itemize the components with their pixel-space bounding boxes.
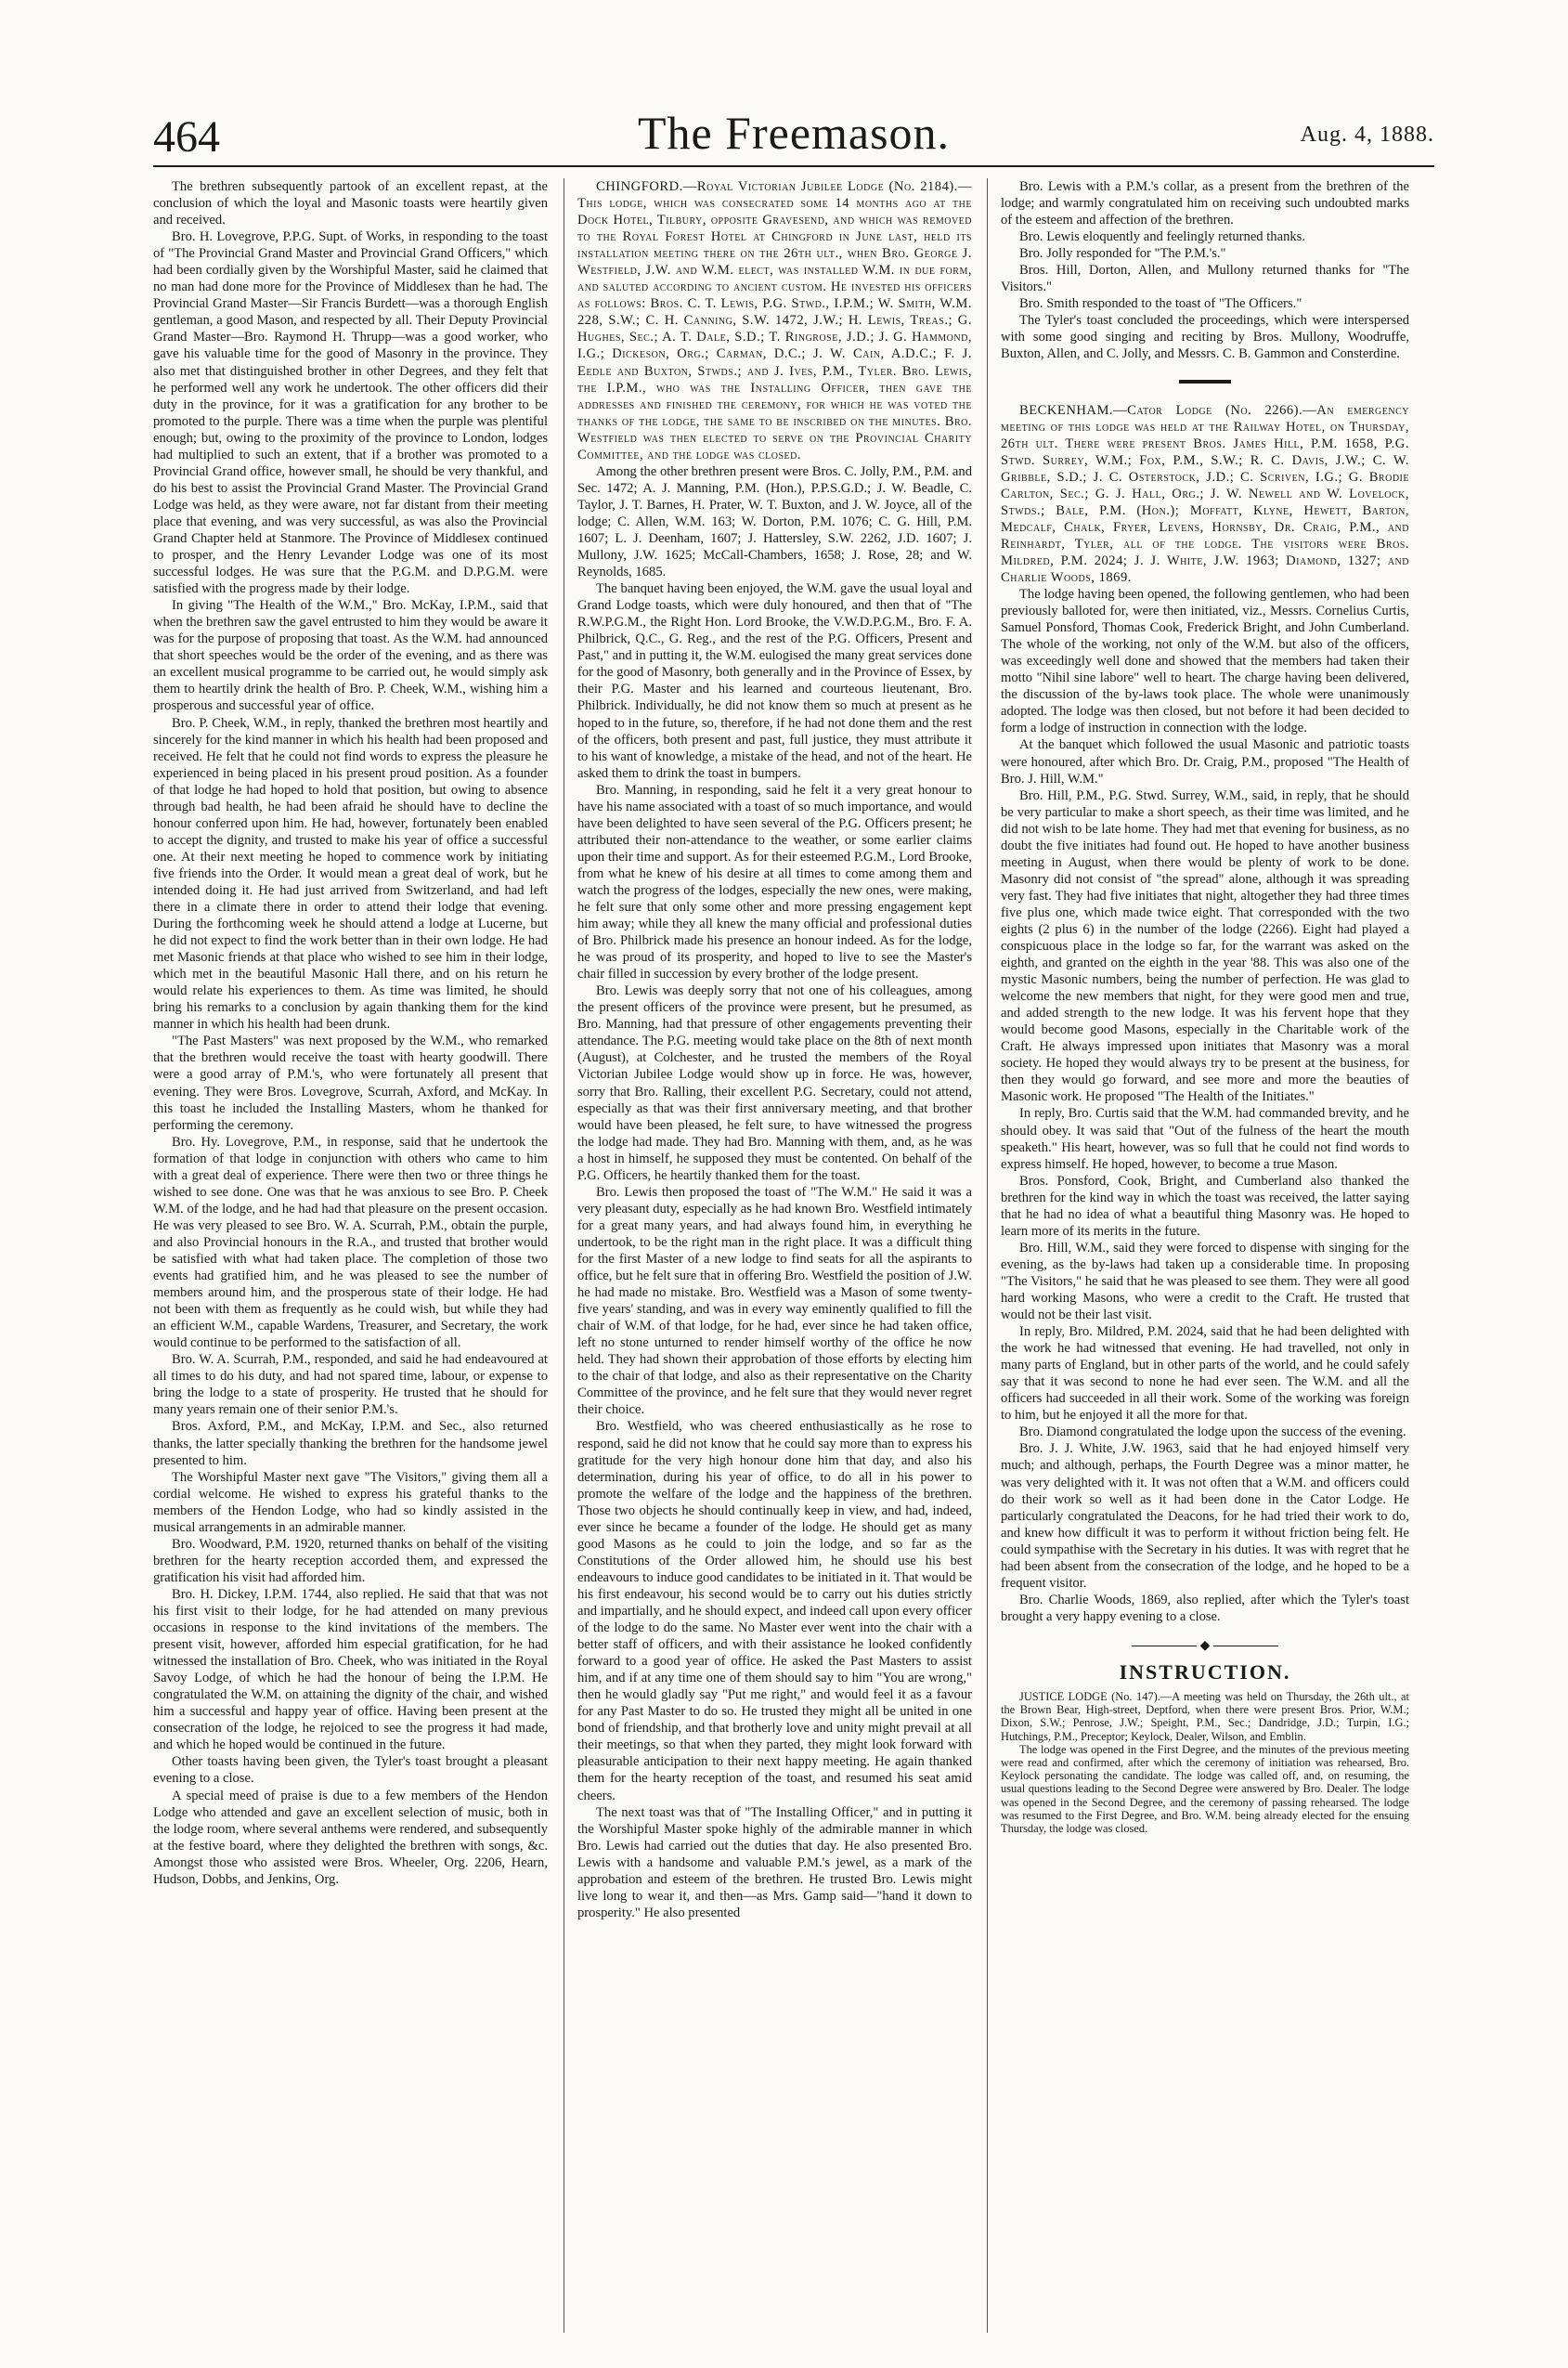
paragraph: Bro. Charlie Woods, 1869, also replied, after which the Tyler's toast brought a very happy evening to a close. [1001, 1592, 1409, 1624]
column-divider [987, 178, 988, 2333]
paragraph: Bro. Westfield, who was cheered enthusiastically as he rose to respond, said he did not know that he could say more than to express his gratitude for the very high honour done him that day, and also his determination, during his year of office, to do all in his power to promote the welfare of the lodge and the happiness of the brethren. Those two objects he should continually keep in view, and had, indeed, ever since he became a founder of the lodge. He should get as many good Masons as he could to join the lodge, and so far as the Constitutions of the Order allowed him, he should use his best endeavours to induce good candidates to be initiated in it. That would be his first endeavour, his second would be to carry out his duties strictly and impartially, and he should expect, and indeed call upon every officer of the lodge to do the same. No Master ever went into the chair with a better staff of officers, and with their assistance he looked confidently forward to a good year of office. He asked the Past Masters to assist him, and if at any time one of them should say to him "You are wrong," then he would gladly say "Put me right," and would feel it as a favour for any Past Master to do so. He trusted they might all be united in one bond of friendship, and that brotherly love and unity might prevail at all their meetings, so that when they parted, they might look forward with pleasurable anticipation to their next happy meeting. He again thanked them for the hearty reception of the toast, and resumed his seat amid cheers. [577, 1419, 972, 1803]
report-justice-lodge: JUSTICE LODGE (No. 147).—A meeting was held on Thursday, the 26th ult., at the Brown Bear, High-street, Deptford, when there were present Bros. Prior, W.M.; Dixon, S.W.; Penrose, J.W.; Speight, P.M., Sec.; Dandridge, J.D.; Turpin, I.G.; Hutchings, P.M., Preceptor; Keylock, Dealer, Wilson, and Emblin. [1001, 1690, 1409, 1743]
column-3 [1001, 178, 1409, 1835]
paragraph: Bro. H. Dickey, I.P.M. 1744, also replied. He said that that was not his first visit to their lodge, for he had attended on many previous occasions in response to the kind invitations of the members. The present visit, however, afforded him especial gratification, for he had witnessed the installation of Bro. Cheek, who was initiated in the Royal Savoy Lodge, of which he had the honour of being the I.P.M. He congratulated the W.M. on attaining the dignity of the chair, and wished him a successful and happy year of office. Having been present at the consecration of the lodge, he rejoiced to see the progress it had made, and which he hoped would be continued in the future. [153, 1586, 548, 1753]
paragraph: Bro. Smith responded to the toast of "The Officers." [1019, 296, 1302, 312]
issue-date: Aug. 4, 1888. [1300, 123, 1434, 147]
paragraph: The brethren subsequently partook of an excellent repast, at the conclusion of which the loyal and Masonic toasts were heartily given and received. [153, 179, 548, 228]
paragraph: The banquet having been enjoyed, the W.M. gave the usual loyal and Grand Lodge toasts, which were duly honoured, and then that of "The R.W.P.G.M., the Right Hon. Lord Brooke, the V.W.D.P.G.M., Bro. F. A. Philbrick, Q.C., G. Reg., and the rest of the P.G. Officers, Present and Past," and in putting it, the W.M. eulogised the many great services done for the good of Masonry, both generally and in the Province of Essex, by their P.G. Master and his learned and courteous lieutenant, Bro. Philbrick. Individually, he did not know them so much at present as he hoped to in the future, so, therefore, if he had not done them and the rest of the officers, both present and past, full justice, they must attribute it to his want of knowledge, a mistake of the head, and not of the heart. He asked them to drink the toast in bumpers. [577, 581, 973, 781]
paragraph: In reply, Bro. Mildred, P.M. 2024, said that he had been delighted with the work he had witnessed that evening. He had travelled, not only in many parts of England, but in other parts of the world, and he could safely say that it was second to none he had ever seen. The W.M. and all the officers had succeeded in all their work. Some of the working was foreign to him, but he enjoyed it all the more for that. [1001, 1324, 1409, 1424]
paragraph: The Tyler's toast concluded the proceedings, which were interspersed with some good singing and reciting by Bros. Mullony, Woodruffe, Buxton, Allen, and C. Jolly, and Messrs. C. B. Gammon and Consterdine. [1001, 313, 1409, 362]
paragraph: Bro. P. Cheek, W.M., in reply, thanked the brethren most heartily and sincerely for the kind manner in which his health had been proposed and received. He felt that he could not find words to express the pleasure he experienced in being placed in his present proud position. As a founder of that lodge he had hoped to hold that position, but owing to absence through bad health, he had been afraid he should have to decline the honour conferred upon him. He had, however, fortunately been enabled to accept the dignity, and trusted to make his year of office a successful one. At their next meeting he hoped to commence work by initiating five friends into the Order. It would mean a great deal of work, but he intended doing it. He had just arrived from Switzerland, and had left there in a climate there in order to attend their lodge that evening. During the forthcoming week he should attend a lodge at Lucerne, but he did not expect to find the work better than in their own lodge. He had met Masonic friends at that place who wished to see him in their lodge, which met in the beautiful Masonic Hall there, and on his return he would relate his experiences to them. As time was limited, he should bring his remarks to a conclusion by again thanking them for the kind manner in which his health had been drunk. [153, 715, 548, 1033]
paragraph: Other toasts having been given, the Tyler's toast brought a pleasant evening to a close. [153, 1754, 548, 1787]
masthead [153, 104, 1434, 162]
page-number: 464 [153, 112, 220, 162]
paragraph: The next toast was that of "The Installing Officer," and in putting it the Worshipful Master spoke highly of the admirable manner in which Bro. Lewis had carried out the duties that day. He also presented Bro. Lewis with a handsome and valuable P.M.'s jewel, as a mark of the approbation and esteem of the brethren. He trusted Bro. Lewis might live long to wear it, and then—as Mrs. Gamp said—"hand it down to prosperity." He also presented [577, 1804, 972, 1920]
paragraph: Bros. Axford, P.M., and McKay, I.P.M. and Sec., also returned thanks, the latter specially thanking the brethren for the handsome jewel presented to him. [153, 1419, 548, 1468]
section-title-instruction: INSTRUCTION. [1119, 1659, 1291, 1684]
paragraph: "The Past Masters" was next proposed by the W.M., who remarked that the brethren would receive the toast with hearty goodwill. There were a good array of P.M.'s, who were fortunately all present that evening. They were Bros. Lovegrove, Scurrah, Axford, and McKay. In this toast he included the Installing Masters, whom he thanked for performing the ceremony. [153, 1034, 548, 1133]
paragraph: Bro. Hy. Lovegrove, P.M., in response, said that he undertook the formation of that lodge in conjunction with others who came to him with a great deal of experience. There were then two or three things he wished to see done. One was that he was anxious to see Bro. P. Cheek W.M. of the lodge, and he had had that pleasure on the present occasion. He was very pleased to see Bro. W. A. Scurrah, P.M., obtain the purple, and also Provincial honours in the R.A., and trusted that brother would be satisfied with what had taken place. The completion of those two events had gratified him, and he was pleased to see the number of members around him, and the prosperous state of their lodge. He had not been with them as frequently as he could wish, but while they had an efficient W.M., capable Wardens, Treasurer, and Secretary, the work would continue to be performed to the satisfaction of all. [153, 1134, 548, 1351]
paragraph: Bro. Lewis eloquently and feelingly returned thanks. [1019, 229, 1306, 245]
paragraph: Bro. Jolly responded for "The P.M.'s." [1019, 246, 1226, 262]
column-2 [577, 178, 972, 1921]
paragraph: The lodge having been opened, the following gentlemen, who had been previously balloted for, were then initiated, viz., Messrs. Cornelius Curtis, Samuel Ponsford, Thomas Cook, Frederick Bright, and John Cumberland. The whole of the working, not only of the W.M. but also of the officers, was exceedingly well done and showed that the members had taken their motto "Nihil sine labore" well to heart. The charge having been delivered, the discussion of the by-laws took place. The whole were unanimously adopted. The lodge was then closed, but not before it had been decided to form a lodge of instruction in connection with the lodge. [1001, 587, 1409, 736]
paragraph: A special meed of praise is due to a few members of the Hendon Lodge who attended and gave an excellent selection of music, both in the lodge room, where several anthems were rendered, and subsequently at the festive board, where they delighted the brethren with songs, &c. Amongst those who assisted were Bros. Wheeler, Org. 2206, Hearn, Hudson, Dobbs, and Jenkins, Org. [153, 1788, 548, 1887]
column-1 [153, 178, 548, 1888]
paragraph: Bros. Ponsford, Cook, Bright, and Cumberland also thanked the brethren for the kind way in which the toast was received, the latter saying that he had no idea of what a beautiful thing Masonry was. He hoped to learn more of its merits in the future. [1001, 1173, 1409, 1239]
header-rule [153, 165, 1434, 167]
paragraph: Bro. Hill, P.M., P.G. Stwd. Surrey, W.M., said, in reply, that he should be very particular to make a short speech, as their time was limited, and he did not wish to be late home. They had met that evening for business, as no doubt the five initiates had found out. He hoped to have another business meeting in August, when there would be plenty of work to be done. Masonry did not consist of "the spread" alone, although it was spreading very fast. They had five initiates that night, altogether they had three times five plus one, which made twice eight. That corresponded with the two eights (2 plus 6) in the number of the lodge (2266). Eight had played a conspicuous place in the lodge so far, for the warrant was asked on the eighth, and granted on the eighth in the year '88. This was also one of the mystic Masonic numbers, being the number of perfection. He was glad to welcome the new members that night, for they were good men and true, and added strength to the new lodge. It was his fervent hope that they would become good Masons, especially in the Charitable work of the Craft. He always impressed upon initiates that Masonry was a moral society. He hoped they would always try to be present at the business, for then they would go forward, and see more and more the beauties of Masonic work. He proposed "The Health of the Initiates." [1001, 787, 1409, 1105]
paragraph: The lodge was opened in the First Degree, and the minutes of the previous meeting were read and confirmed, after which the ceremony of initiation was rehearsed, Bro. Keylock personating the candidate. The lodge was called off, and, on resuming, the usual questions leading to the Second Degree were answered by Bro. Dealer. The lodge was opened in the Second Degree, and the ceremony of passing rehearsed. The lodge was resumed to the First Degree, and Bro. W.M. being already elected for the ensuing Thursday, the lodge was closed. [1001, 1742, 1409, 1836]
paragraph: Bro. Lewis then proposed the toast of "The W.M." He said it was a very pleasant duty, especially as he had known Bro. Westfield intimately for a great many years, and had always found him, in everything he undertook, to be the right man in the right place. It was a difficult thing for the first Master of a new lodge to find seats for all the aspirants to office, but he felt sure that in offering Bro. Westfield the position of J.W. he had made no mistake. Bro. Westfield was a Mason of some twenty-five years' standing, and was in every way eminently qualified to fill the chair of W.M. of that lodge, for he had, ever since he had taken office, left no stone unturned to render himself worthy of the office he now held. They had shown their approbation of those efforts by electing him to the chair of that lodge, and also as their representative on the Charity Committee of the province, and he felt sure that they would never regret their choice. [577, 1184, 972, 1418]
paragraph: At the banquet which followed the usual Masonic and patriotic toasts were honoured, after which Bro. Dr. Craig, P.M., proposed "The Health of Bro. J. Hill, W.M." [1001, 737, 1409, 787]
paragraph: Bro. J. J. White, J.W. 1963, said that he had enjoyed himself very much; and although, perhaps, the Fourth Degree was a minor matter, he was very delighted with it. It was not often that a W.M. and officers could do their work so well as it had been done in the Cator Lodge. He particularly congratulated the Deacons, for he had tried their work to do, and knew how difficult it was to perform it without friction being felt. He could sympathise with the Secretary in his duties. It was with regret that he had been absent from the consecration of the lodge, and he hoped to be a frequent visitor. [1001, 1441, 1409, 1591]
report-chingford: CHINGFORD.—Royal Victorian Jubilee Lodge (No. 2184).—This lodge, which was consecrated some 14 months ago at the Dock Hotel, Tilbury, opposite Gravesend, and which was removed to the Royal Forest Hotel at Chingford in June last, held its installation meeting there on the 26th ult., when Bro. George J. Westfield, J.W. and W.M. elect, was installed W.M. in due form, and saluted according to ancient custom. He invested his officers as follows: Bros. C. T. Lewis, P.G. Stwd., I.P.M.; W. Smith, W.M. 228, S.W.; C. H. Canning, S.W. 1472, J.W.; H. Lewis, Treas.; G. Hughes, Sec.; A. T. Dale, S.D.; T. Ringrose, J.D.; J. G. Hammond, I.G.; Dickeson, Org.; Carman, D.C.; J. W. Cain, A.D.C.; F. J. Eedle and Buxton, Stwds.; and J. Ives, P.M., Tyler. Bro. Lewis, the I.P.M., who was the Installing Officer, then gave the addresses and finished the ceremony, for which he was voted the thanks of the lodge, the same to be inscribed on the minutes. Bro. Westfield was then elected to serve on the Provincial Charity Committee, and the lodge was closed. [577, 179, 972, 462]
paragraph: Bro. Lewis was deeply sorry that not one of his colleagues, among the present officers of the province were present, but he presumed, as Bro. Manning, had that pressure of other engagements preventing their attendance. The P.G. meeting would take place on the 8th of next month (August), at Colchester, and he trusted the members of the Royal Victorian Jubilee Lodge would show up in force. He was, however, sorry that Bro. Ralling, their excellent P.G. Secretary, could not attend, especially as that was their first anniversary meeting, and that brother would have been pleased, he felt sure, to have witnessed the progress the lodge had made. They had Bro. Manning with them, and, as he was a host in himself, he supposed they must be contented. On behalf of the P.G. Officers, he heartily thanked them for the toast. [577, 983, 972, 1183]
paragraph: Bro. Lewis with a P.M.'s collar, as a present from the brethren of the lodge; and warmly congratulated him on receiving such undoubted marks of the esteem and affection of the brethren. [1001, 179, 1409, 228]
report-beckenham: BECKENHAM.—Cator Lodge (No. 2266).—An emergency meeting of this lodge was held at the Railway Hotel, on Thursday, 26th ult. There were present Bros. James Hill, P.M. 1658, P.G. Stwd. Surrey, W.M.; Fox, P.M., S.W.; R. C. Davis, J.W.; C. W. Gribble, S.D.; J. C. Osterstock, J.D.; C. Scriven, I.G.; G. Brodie Carlton, Sec.; G. J. Hall, Org.; J. W. Newell and W. Lovelock, Stwds.; Bale, P.M. (Hon.); Moffatt, Klyne, Hewett, Barton, Medcalf, Chalk, Fryer, Levens, Hornsby, Dr. Craig, P.M., and Reinhardt, Tyler, all of the lodge. The visitors were Bros. Mildred, P.M. 2024; J. J. White, J.W. 1963; Diamond, 1327; and Charlie Woods, 1869. [1001, 402, 1409, 585]
paragraph: In reply, Bro. Curtis said that the W.M. had commanded brevity, and he should obey. It was said that "Out of the fulness of the heart the mouth speaketh." His heart, however, was so full that he could not find words to express himself. He hoped, however, to become a true Mason. [1001, 1106, 1409, 1172]
paragraph: In giving "The Health of the W.M.," Bro. McKay, I.P.M., said that when the brethren saw the gavel entrusted to him they would be aware it was for the purpose of proposing that toast. As the W.M. had announced that short speeches would be the order of the evening, and as there was an excellent musical programme to be carried out, he would simply ask them to heartily drink the health of Bro. P. Cheek, W.M., wishing him a prosperous and successful year of office. [153, 598, 548, 714]
paragraph: Bro. Diamond congratulated the lodge upon the success of the evening. [1019, 1425, 1406, 1440]
paragraph: Bro. Woodward, P.M. 1920, returned thanks on behalf of the visiting brethren for the hearty reception accorded them, and expressed the gratification his visit had afforded him. [153, 1536, 548, 1585]
paragraph: Bro. Manning, in responding, said he felt it a very great honour to have his name associated with a toast of so much importance, and would have been delighted to have seen several of the P.G. Officers present; he attributed their non-attendance to the weather, or some earlier claims upon their time and support. As for their esteemed P.G.M., Lord Brooke, from what he knew of his desire at all times to come among them and watch the progress of the lodges, especially the new ones, were making, he felt sure that only some other and more pressing engagement kept him away; while they all knew the many official and professional duties of Bro. Philbrick made his presence an honour indeed. As for the lodge, he was proud of its prosperity, and hoped to live to see the Master's chair filled in succession by every brother of the lodge present. [577, 782, 972, 982]
paragraph: Bro. H. Lovegrove, P.P.G. Supt. of Works, in responding to the toast of "The Provincial Grand Master and Provincial Grand Officers," which had been cordially given by the Worshipful Master, said he claimed that no man had done more for the Province of Middlesex than he had. The Provincial Grand Master—Sir Francis Burdett—was a thorough English gentleman, a good Mason, and respected by all. Their Deputy Provincial Grand Master—Bro. Raymond H. Thrupp—was a good worker, who gave his valuable time for the good of Masonry in the province. They also met that distinguished brother in other Degrees, and they felt that he performed well any work he undertook. The other officers did their duty in the province, for it was a gratification for any brother to be promoted to the purple. There was a time when the purple was plentiful enough; but, owing to the proximity of the province to London, lodges had multiplied to such an extent, that if a brother was promoted to a Provincial Grand office, however small, he should be very thankful, and do his best to assist the Provincial Grand Master. The Provincial Grand Lodge was held, as they were aware, not far distant from their meeting place that evening, and was very successful, as was also the Provincial Grand Chapter held at Stanmore. The Province of Middlesex continued to prosper, and the Henry Levander Lodge was one of its most successful lodges. He was sure that the P.G.M. and D.P.G.M. were satisfied with the progress made by their lodge. [153, 229, 548, 597]
paragraph: The Worshipful Master next gave "The Visitors," giving them all a cordial welcome. He wished to express his grateful thanks to the members of the Hendon Lodge, who had so kindly assisted in the musical arrangements in an admirable manner. [153, 1469, 548, 1535]
section-dash [1179, 380, 1231, 384]
paragraph: Bros. Hill, Dorton, Allen, and Mullony returned thanks for "The Visitors." [1001, 263, 1409, 295]
paragraph: Bro. W. A. Scurrah, P.M., responded, and said he had endeavoured at all times to do his duty, and had not spared time, labour, or expense to bring the lodge to a state of prosperity. He trusted that he should for many years remain one of their senior P.M.'s. [153, 1352, 548, 1418]
paragraph: Bro. Hill, W.M., said they were forced to dispense with singing for the evening, as the by-laws had taken up a considerable time. In proposing "The Visitors," he said that he was pleased to see them. They were all good hard working Masons, who were a credit to the Craft. He trusted that would not be their last visit. [1001, 1240, 1409, 1323]
ornament-divider: ◆ [1001, 1638, 1409, 1655]
newspaper-title: The Freemason. [637, 107, 951, 159]
paragraph: Among the other brethren present were Bros. C. Jolly, P.M., P.M. and Sec. 1472; A. J. Manning, P.M. (Hon.), P.P.S.G.D.; J. W. Beadle, C. Taylor, J. T. Barnes, H. Prater, W. T. Buxton, and J. W. Joyce, all of the lodge; C. Allen, W.M. 163; W. Dorton, P.M. 1076; C. G. Hill, P.M. 1607; L. J. Deenham, 1607; J. Hattersley, S.W. 2262, J.D. 1607; J. Mullony, J.W. 1625; McCall-Chambers, 1658; J. Rose, 28; and W. Reynolds, 1685. [577, 463, 972, 580]
